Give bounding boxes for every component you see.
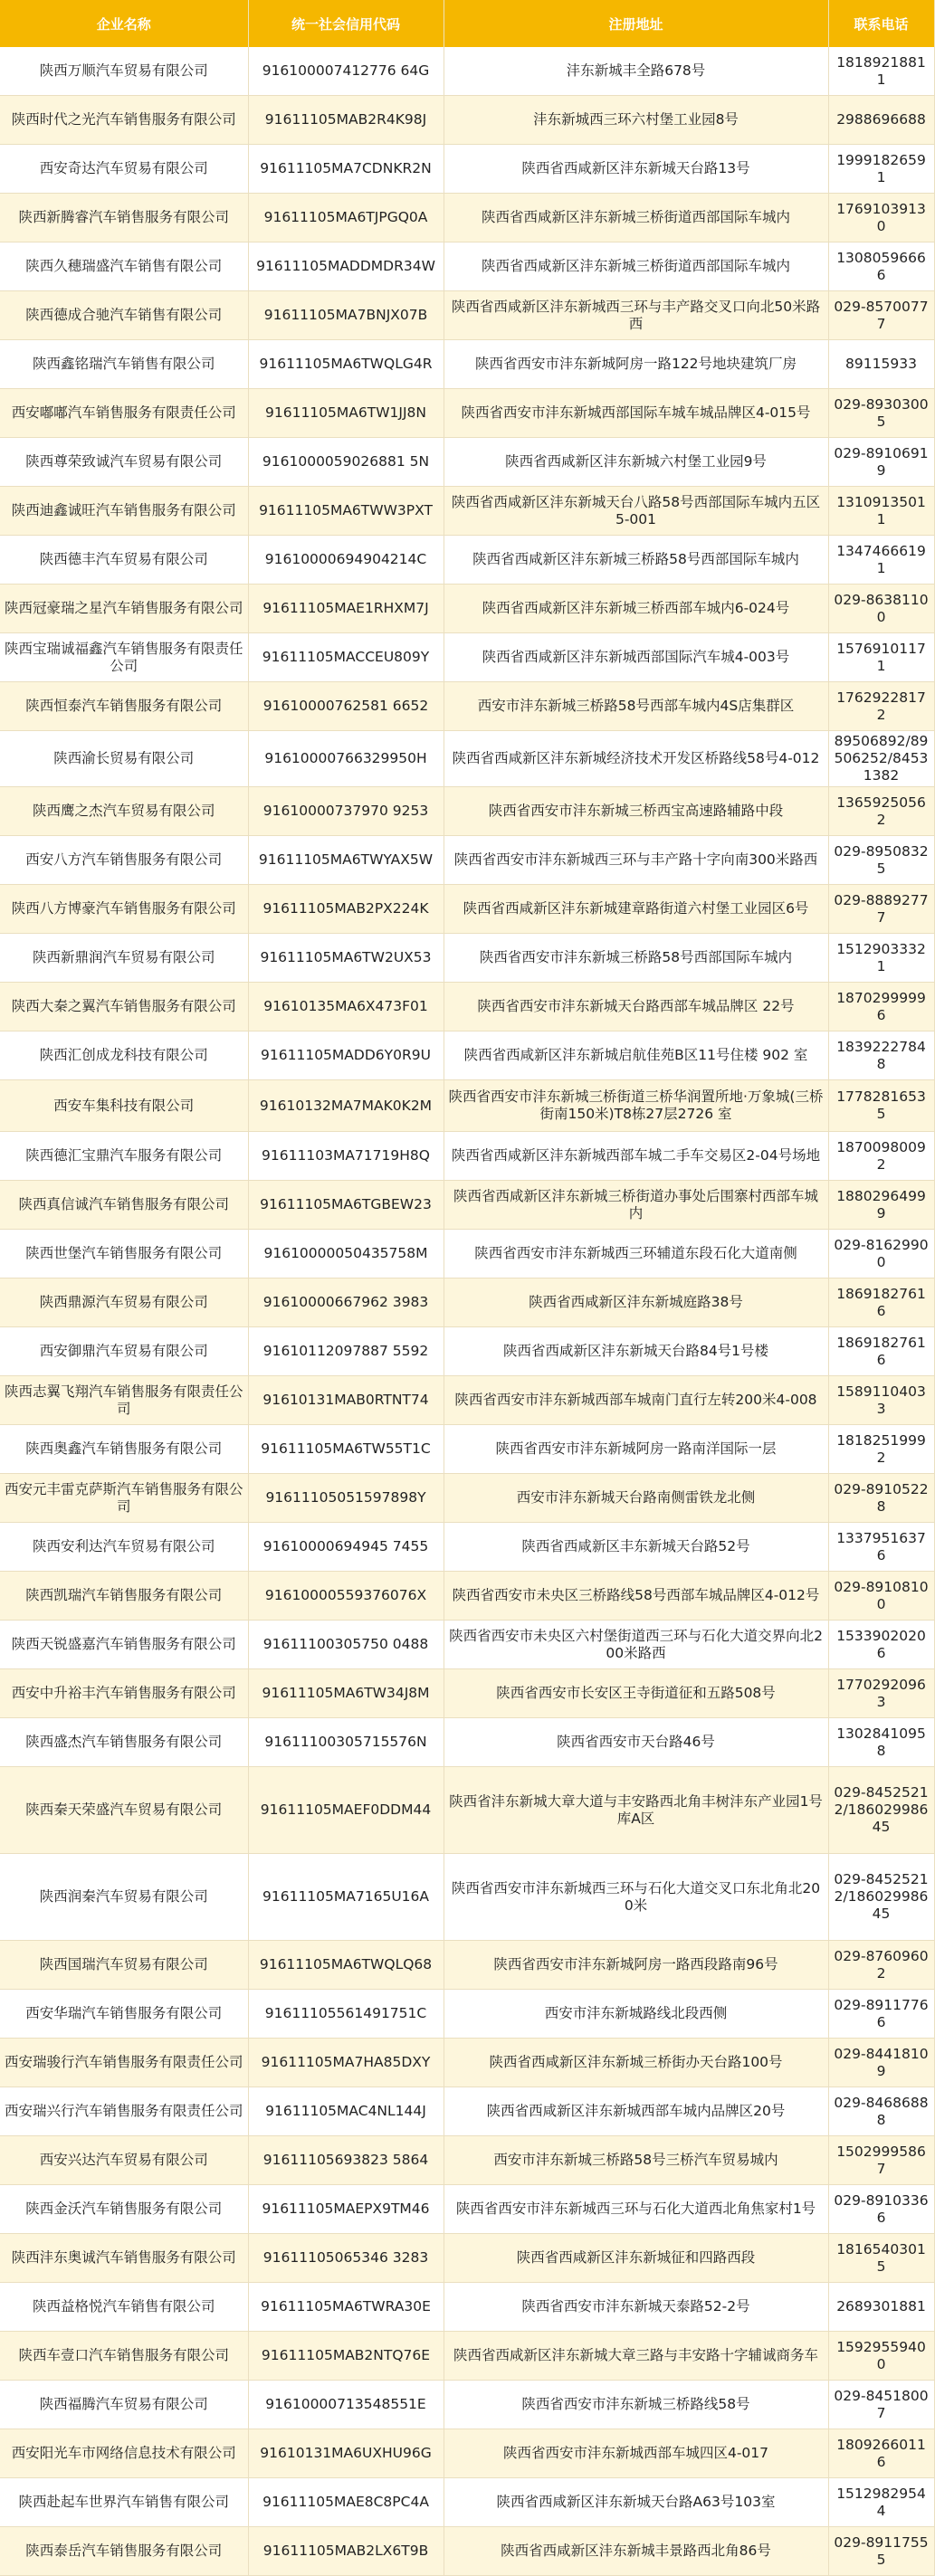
cell-address: 陕西省西安市沣东新城西三环与丰产路十字向南300米路西 <box>444 836 828 885</box>
cell-company-name: 陕西时代之光汽车销售服务有限公司 <box>0 96 248 145</box>
table-row <box>0 1854 934 1941</box>
table-row <box>0 487 934 536</box>
cell-company-name: 陕西冠豪瑞之星汽车销售服务有限公司 <box>0 585 248 633</box>
cell-address: 西安市沣东新城三桥路58号西部车城内4S店集群区 <box>444 682 828 731</box>
cell-phone: 13659250562 <box>828 787 934 836</box>
cell-phone: 18189218811 <box>828 47 934 96</box>
cell-credit-code: 91610000694945 7455 <box>248 1523 444 1572</box>
cell-credit-code: 91611105MA7165U16A <box>248 1854 444 1941</box>
cell-address: 陕西省西安市未央区三桥路线58号西部车城品牌区4-012号 <box>444 1572 828 1621</box>
cell-company-name: 陕西盛杰汽车销售服务有限公司 <box>0 1718 248 1767</box>
cell-address: 陕西省西安市沣东新城西部国际车城车城品牌区4-015号 <box>444 389 828 438</box>
cell-address: 陕西省西咸新区沣东新城经济技术开发区桥路线58号4-012 <box>444 731 828 787</box>
cell-address: 沣东新城丰全路678号 <box>444 47 828 96</box>
cell-address: 陕西省西安市沣东新城天泰路52-2号 <box>444 2283 828 2332</box>
table-row <box>0 1327 934 1376</box>
cell-phone: 029-89303005 <box>828 389 934 438</box>
table-row <box>0 242 934 291</box>
cell-phone: 15029995867 <box>828 2136 934 2185</box>
cell-address: 西安市沣东新城天台路南侧雷铁龙北侧 <box>444 1474 828 1523</box>
table-row <box>0 682 934 731</box>
cell-phone: 13474666191 <box>828 536 934 585</box>
table-row <box>0 2332 934 2381</box>
cell-address: 陕西省西咸新区沣东新城三桥街道西部国际车城内 <box>444 194 828 242</box>
cell-company-name: 西安瑞骏行汽车销售服务有限责任公司 <box>0 2039 248 2087</box>
cell-company-name: 陕西国瑞汽车贸易有限公司 <box>0 1941 248 1990</box>
cell-address: 陕西省西安市沣东新城西三环与石化大道西北角焦家村1号 <box>444 2185 828 2234</box>
cell-company-name: 陕西润秦汽车贸易有限公司 <box>0 1854 248 1941</box>
table-row <box>0 633 934 682</box>
cell-address: 陕西省西咸新区沣东新城大章三路与丰安路十字辅诚商务车 <box>444 2332 828 2381</box>
cell-company-name: 陕西志翼飞翔汽车销售服务有限责任公司 <box>0 1376 248 1425</box>
cell-company-name: 陕西福腾汽车贸易有限公司 <box>0 2381 248 2429</box>
cell-phone: 13080596666 <box>828 242 934 291</box>
cell-phone: 17629228172 <box>828 682 934 731</box>
table-row <box>0 2039 934 2087</box>
cell-phone: 029-86381100 <box>828 585 934 633</box>
cell-company-name: 西安阳光车市网络信息技术有限公司 <box>0 2429 248 2478</box>
cell-phone: 89506892/89506252/84531382 <box>828 731 934 787</box>
cell-address: 陕西省西咸新区沣东新城六村堡工业园9号 <box>444 438 828 487</box>
cell-phone: 18700980092 <box>828 1132 934 1181</box>
cell-phone: 15769101171 <box>828 633 934 682</box>
cell-phone: 029-81629900 <box>828 1230 934 1278</box>
table-row <box>0 2185 934 2234</box>
cell-company-name: 陕西久穗瑞盛汽车销售有限公司 <box>0 242 248 291</box>
cell-company-name: 陕西尊荣致诚汽车贸易有限公司 <box>0 438 248 487</box>
table-row <box>0 1572 934 1621</box>
table-row <box>0 1376 934 1425</box>
cell-address: 陕西省西咸新区沣东新城三桥路58号西部国际车城内 <box>444 536 828 585</box>
table-row <box>0 1132 934 1181</box>
cell-phone: 029-89117555 <box>828 2527 934 2576</box>
cell-phone: 15129829544 <box>828 2478 934 2527</box>
table-row <box>0 585 934 633</box>
cell-company-name: 陕西恒泰汽车销售服务有限公司 <box>0 682 248 731</box>
cell-address: 陕西省西咸新区沣东新城征和四路西段 <box>444 2234 828 2283</box>
cell-company-name: 陕西沣东奥诚汽车销售服务有限公司 <box>0 2234 248 2283</box>
cell-company-name: 陕西赴起车世界汽车销售有限公司 <box>0 2478 248 2527</box>
cell-address: 陕西省西咸新区沣东新城三桥西部车城内6-024号 <box>444 585 828 633</box>
cell-credit-code: 91611105MAB2LX6T9B <box>248 2527 444 2576</box>
cell-phone: 18802964999 <box>828 1181 934 1230</box>
cell-company-name: 陕西德成合驰汽车销售有限公司 <box>0 291 248 340</box>
cell-phone: 15339020206 <box>828 1621 934 1669</box>
cell-company-name: 陕西迪鑫诚旺汽车销售服务有限公司 <box>0 487 248 536</box>
cell-credit-code: 91611105065346 3283 <box>248 2234 444 2283</box>
cell-company-name: 陕西真信诚汽车销售服务有限公司 <box>0 1181 248 1230</box>
table-body <box>0 47 934 2576</box>
cell-company-name: 西安御鼎汽车贸易有限公司 <box>0 1327 248 1376</box>
cell-credit-code: 91610000713548551E <box>248 2381 444 2429</box>
cell-company-name: 陕西万顺汽车贸易有限公司 <box>0 47 248 96</box>
table-row <box>0 291 934 340</box>
cell-phone: 029-85700777 <box>828 291 934 340</box>
cell-address: 陕西省西安市沣东新城三桥路线58号 <box>444 2381 828 2429</box>
table-row <box>0 731 934 787</box>
cell-company-name: 陕西益格悦汽车销售有限公司 <box>0 2283 248 2332</box>
cell-phone: 029-89106919 <box>828 438 934 487</box>
cell-phone: 17691039130 <box>828 194 934 242</box>
cell-credit-code: 91611105MAEF0DDM44 <box>248 1767 444 1854</box>
table-row <box>0 1767 934 1854</box>
cell-address: 陕西省西咸新区沣东新城建章路街道六村堡工业园区6号 <box>444 885 828 934</box>
cell-credit-code: 91610000737970 9253 <box>248 787 444 836</box>
cell-phone: 029-87609602 <box>828 1941 934 1990</box>
cell-phone: 029-84518007 <box>828 2381 934 2429</box>
cell-credit-code: 91611100305715576N <box>248 1718 444 1767</box>
cell-phone: 029-88892777 <box>828 885 934 934</box>
cell-credit-code: 91611105MA7BNJX07B <box>248 291 444 340</box>
cell-address: 陕西省西咸新区丰东新城天台路52号 <box>444 1523 828 1572</box>
cell-phone: 029-84418109 <box>828 2039 934 2087</box>
cell-company-name: 西安元丰雷克萨斯汽车销售服务有限公司 <box>0 1474 248 1523</box>
cell-company-name: 陕西德汇宝鼎汽车服务有限公司 <box>0 1132 248 1181</box>
cell-address: 陕西省西咸新区沣东新城天台八路58号西部国际车城内五区5-001 <box>444 487 828 536</box>
cell-company-name: 陕西鹰之杰汽车贸易有限公司 <box>0 787 248 836</box>
cell-company-name: 陕西鑫铭瑞汽车销售有限公司 <box>0 340 248 389</box>
header-credit-code: 统一社会信用代码 <box>248 0 444 47</box>
cell-credit-code: 91611105MACCEU809Y <box>248 633 444 682</box>
table-row <box>0 389 934 438</box>
cell-company-name: 陕西金沃汽车销售服务有限公司 <box>0 2185 248 2234</box>
cell-phone: 18702999996 <box>828 983 934 1031</box>
cell-phone: 2689301881 <box>828 2283 934 2332</box>
cell-phone: 029-84686888 <box>828 2087 934 2136</box>
cell-address: 陕西省西安市未央区六村堡街道西三环与石化大道交界向北200米路西 <box>444 1621 828 1669</box>
cell-credit-code: 91611105MADDMDR34W <box>248 242 444 291</box>
cell-credit-code: 9161000059026881 5N <box>248 438 444 487</box>
table-row <box>0 2381 934 2429</box>
cell-phone: 18691827616 <box>828 1327 934 1376</box>
cell-company-name: 陕西汇创成龙科技有限公司 <box>0 1031 248 1080</box>
table-row <box>0 536 934 585</box>
table-row <box>0 1990 934 2039</box>
cell-address: 陕西省西安市沣东新城阿房一路西段路南96号 <box>444 1941 828 1990</box>
cell-phone: 029-89103366 <box>828 2185 934 2234</box>
cell-address: 陕西省西咸新区沣东新城三桥街办天台路100号 <box>444 2039 828 2087</box>
cell-phone: 18691827616 <box>828 1278 934 1327</box>
cell-credit-code: 91611105MA6TWW3PXT <box>248 487 444 536</box>
table-row <box>0 145 934 194</box>
table-row <box>0 836 934 885</box>
header-company-name: 企业名称 <box>0 0 248 47</box>
cell-credit-code: 91611105MA6TW34J8M <box>248 1669 444 1718</box>
cell-company-name: 陕西秦天荣盛汽车贸易有限公司 <box>0 1767 248 1854</box>
header-row <box>0 0 934 47</box>
table-row <box>0 934 934 983</box>
cell-company-name: 陕西德丰汽车贸易有限公司 <box>0 536 248 585</box>
cell-phone: 18182519992 <box>828 1425 934 1474</box>
cell-phone: 2988696688 <box>828 96 934 145</box>
cell-address: 陕西省西安市沣东新城天台路西部车城品牌区 22号 <box>444 983 828 1031</box>
cell-address: 陕西省西安市沣东新城三桥西宝高速路辅路中段 <box>444 787 828 836</box>
cell-credit-code: 91611105MA6TWRA30E <box>248 2283 444 2332</box>
cell-credit-code: 91610000559376076X <box>248 1572 444 1621</box>
cell-phone: 029-89508325 <box>828 836 934 885</box>
cell-phone: 17702920963 <box>828 1669 934 1718</box>
cell-address: 陕西省西咸新区沣东新城西部车城二手车交易区2-04号场地 <box>444 1132 828 1181</box>
cell-credit-code: 91611105MAE1RHXM7J <box>248 585 444 633</box>
cell-company-name: 陕西泰岳汽车销售服务有限公司 <box>0 2527 248 2576</box>
table-row <box>0 1425 934 1474</box>
cell-credit-code: 916100007412776 64G <box>248 47 444 96</box>
cell-credit-code: 91611105MA6TW2UX53 <box>248 934 444 983</box>
table-row <box>0 1621 934 1669</box>
cell-credit-code: 91611105MA6TJPGQ0A <box>248 194 444 242</box>
cell-company-name: 西安中升裕丰汽车销售服务有限公司 <box>0 1669 248 1718</box>
cell-company-name: 陕西凯瑞汽车销售服务有限公司 <box>0 1572 248 1621</box>
cell-credit-code: 91610000766329950H <box>248 731 444 787</box>
cell-credit-code: 91611105693823 5864 <box>248 2136 444 2185</box>
cell-company-name: 西安华瑞汽车销售服务有限公司 <box>0 1990 248 2039</box>
cell-credit-code: 91610000667962 3983 <box>248 1278 444 1327</box>
cell-credit-code: 91611105MAB2R4K98J <box>248 96 444 145</box>
cell-phone: 15891104033 <box>828 1376 934 1425</box>
cell-phone: 15129033321 <box>828 934 934 983</box>
table-row <box>0 1523 934 1572</box>
table-row <box>0 2136 934 2185</box>
table-row <box>0 340 934 389</box>
cell-address: 陕西省西咸新区沣东新城西部国际汽车城4-003号 <box>444 633 828 682</box>
cell-phone: 89115933 <box>828 340 934 389</box>
table-row <box>0 194 934 242</box>
table-row <box>0 2527 934 2576</box>
cell-company-name: 西安兴达汽车贸易有限公司 <box>0 2136 248 2185</box>
cell-company-name: 陕西奥鑫汽车销售服务有限公司 <box>0 1425 248 1474</box>
table-row <box>0 1718 934 1767</box>
cell-credit-code: 91611105051597898Y <box>248 1474 444 1523</box>
cell-company-name: 陕西渝长贸易有限公司 <box>0 731 248 787</box>
header-address: 注册地址 <box>444 0 828 47</box>
cell-address: 陕西省西咸新区沣东新城天台路A63号103室 <box>444 2478 828 2527</box>
table-row <box>0 1474 934 1523</box>
table-row <box>0 1278 934 1327</box>
cell-credit-code: 91611105MA6TW1JJ8N <box>248 389 444 438</box>
cell-address: 陕西省西安市沣东新城三桥路58号西部国际车城内 <box>444 934 828 983</box>
cell-credit-code: 91610131MAB0RTNT74 <box>248 1376 444 1425</box>
cell-company-name: 西安嘟嘟汽车销售服务有限责任公司 <box>0 389 248 438</box>
header-phone: 联系电话 <box>828 0 934 47</box>
table-row <box>0 2283 934 2332</box>
cell-company-name: 陕西车壹口汽车销售服务有限公司 <box>0 2332 248 2381</box>
cell-credit-code: 91610000762581 6652 <box>248 682 444 731</box>
cell-address: 陕西省西安市沣东新城阿房一路122号地块建筑厂房 <box>444 340 828 389</box>
table-row <box>0 885 934 934</box>
cell-phone: 13028410958 <box>828 1718 934 1767</box>
cell-address: 西安市沣东新城三桥路58号三桥汽车贸易城内 <box>444 2136 828 2185</box>
table-row <box>0 47 934 96</box>
cell-credit-code: 91611105MA6TW55T1C <box>248 1425 444 1474</box>
table-row <box>0 96 934 145</box>
cell-credit-code: 91611100305750 0488 <box>248 1621 444 1669</box>
cell-phone: 19991826591 <box>828 145 934 194</box>
cell-company-name: 陕西八方博豪汽车销售服务有限公司 <box>0 885 248 934</box>
cell-phone: 15929559400 <box>828 2332 934 2381</box>
table-row <box>0 1181 934 1230</box>
cell-address: 西安市沣东新城路线北段西侧 <box>444 1990 828 2039</box>
cell-company-name: 陕西天锐盛嘉汽车销售服务有限公司 <box>0 1621 248 1669</box>
cell-phone: 029-89105228 <box>828 1474 934 1523</box>
cell-address: 陕西省西咸新区沣东新城庭路38号 <box>444 1278 828 1327</box>
cell-credit-code: 91610112097887 5592 <box>248 1327 444 1376</box>
table-row <box>0 1941 934 1990</box>
cell-credit-code: 91611105MAB2PX224K <box>248 885 444 934</box>
table-row <box>0 1080 934 1132</box>
cell-company-name: 陕西大秦之翼汽车销售服务有限公司 <box>0 983 248 1031</box>
table-row <box>0 1031 934 1080</box>
table-row <box>0 2087 934 2136</box>
cell-company-name: 陕西鼎源汽车贸易有限公司 <box>0 1278 248 1327</box>
cell-phone: 029-89108100 <box>828 1572 934 1621</box>
cell-credit-code: 91611103MA71719H8Q <box>248 1132 444 1181</box>
cell-credit-code: 91611105MAB2NTQ76E <box>248 2332 444 2381</box>
cell-credit-code: 91611105MA7HA85DXY <box>248 2039 444 2087</box>
cell-address: 陕西省西咸新区沣东新城西三环与丰产路交叉口向北50米路西 <box>444 291 828 340</box>
table-row <box>0 2234 934 2283</box>
cell-credit-code: 91610131MA6UXHU96G <box>248 2429 444 2478</box>
cell-company-name: 陕西新鼎润汽车贸易有限公司 <box>0 934 248 983</box>
cell-company-name: 西安奇达汽车贸易有限公司 <box>0 145 248 194</box>
cell-company-name: 陕西安利达汽车贸易有限公司 <box>0 1523 248 1572</box>
cell-company-name: 西安车集科技有限公司 <box>0 1080 248 1132</box>
cell-address: 陕西省西安市沣东新城西部车城南门直行左转200米4-008 <box>444 1376 828 1425</box>
cell-phone: 18392227848 <box>828 1031 934 1080</box>
cell-address: 陕西省西安市沣东新城西三环辅道东段石化大道南侧 <box>444 1230 828 1278</box>
cell-phone: 13379516376 <box>828 1523 934 1572</box>
cell-phone: 17782816535 <box>828 1080 934 1132</box>
table-row <box>0 2478 934 2527</box>
cell-address: 陕西省西安市天台路46号 <box>444 1718 828 1767</box>
cell-credit-code: 91611105MAC4NL144J <box>248 2087 444 2136</box>
cell-credit-code: 91611105MADD6Y0R9U <box>248 1031 444 1080</box>
cell-address: 陕西省西咸新区沣东新城三桥街道西部国际车城内 <box>444 242 828 291</box>
cell-phone: 13109135011 <box>828 487 934 536</box>
cell-phone: 18165403015 <box>828 2234 934 2283</box>
cell-address: 陕西省西安市沣东新城西部车城四区4-017 <box>444 2429 828 2478</box>
cell-address: 陕西省西安市沣东新城三桥街道三桥华润置所地·万象城(三桥街南150米)T8栋27层2726 室 <box>444 1080 828 1132</box>
cell-credit-code: 91610000050435758M <box>248 1230 444 1278</box>
cell-phone: 029-89117766 <box>828 1990 934 2039</box>
cell-address: 陕西省西安市沣东新城阿房一路南洋国际一层 <box>444 1425 828 1474</box>
table-row <box>0 983 934 1031</box>
table-row <box>0 1230 934 1278</box>
cell-address: 沣东新城西三环六村堡工业园8号 <box>444 96 828 145</box>
cell-company-name: 陕西世堡汽车销售服务有限公司 <box>0 1230 248 1278</box>
cell-address: 陕西省西咸新区沣东新城天台路84号1号楼 <box>444 1327 828 1376</box>
cell-company-name: 陕西宝瑞诚福鑫汽车销售服务有限责任公司 <box>0 633 248 682</box>
table-header <box>0 0 934 47</box>
cell-phone: 029-84525212/18602998645 <box>828 1854 934 1941</box>
cell-credit-code: 91611105MA6TWYAX5W <box>248 836 444 885</box>
cell-company-name: 陕西新腾睿汽车销售服务有限公司 <box>0 194 248 242</box>
cell-credit-code: 91611105MA6TWQLQ68 <box>248 1941 444 1990</box>
cell-address: 陕西省西咸新区沣东新城丰景路西北角86号 <box>444 2527 828 2576</box>
table-row <box>0 1669 934 1718</box>
cell-address: 陕西省西安市沣东新城西三环与石化大道交叉口东北角北200米 <box>444 1854 828 1941</box>
cell-address: 陕西省西安市长安区王寺街道征和五路508号 <box>444 1669 828 1718</box>
cell-credit-code: 91611105561491751C <box>248 1990 444 2039</box>
cell-company-name: 西安瑞兴行汽车销售服务有限责任公司 <box>0 2087 248 2136</box>
cell-phone: 029-84525212/18602998645 <box>828 1767 934 1854</box>
cell-credit-code: 91611105MAEPX9TM46 <box>248 2185 444 2234</box>
cell-credit-code: 91611105MA6TGBEW23 <box>248 1181 444 1230</box>
cell-credit-code: 91610132MA7MAK0K2M <box>248 1080 444 1132</box>
cell-address: 陕西省西咸新区沣东新城西部车城内品牌区20号 <box>444 2087 828 2136</box>
table-row <box>0 438 934 487</box>
cell-address: 陕西省西咸新区沣东新城天台路13号 <box>444 145 828 194</box>
cell-credit-code: 91611105MAE8C8PC4A <box>248 2478 444 2527</box>
cell-company-name: 西安八方汽车销售服务有限公司 <box>0 836 248 885</box>
cell-credit-code: 91611105MA7CDNKR2N <box>248 145 444 194</box>
cell-address: 陕西省沣东新城大章大道与丰安路西北角丰树沣东产业园1号库A区 <box>444 1767 828 1854</box>
cell-credit-code: 91610000694904214C <box>248 536 444 585</box>
cell-address: 陕西省西咸新区沣东新城启航佳苑B区11号住楼 902 室 <box>444 1031 828 1080</box>
cell-credit-code: 91610135MA6X473F01 <box>248 983 444 1031</box>
table-row <box>0 2429 934 2478</box>
cell-credit-code: 91611105MA6TWQLG4R <box>248 340 444 389</box>
cell-address: 陕西省西咸新区沣东新城三桥街道办事处后围寨村西部车城内 <box>444 1181 828 1230</box>
cell-phone: 18092660116 <box>828 2429 934 2478</box>
table-row <box>0 787 934 836</box>
